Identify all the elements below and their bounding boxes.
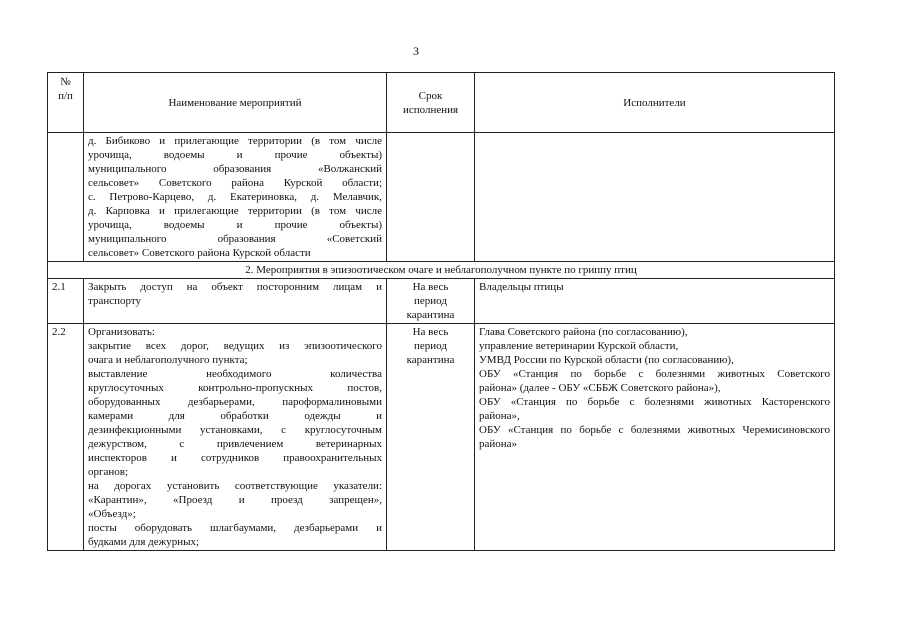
text-line: «Карантин», «Проезд и проезд запрещен», (88, 494, 382, 506)
text-line: муниципального образования «Волжанский (88, 163, 382, 175)
text-line: оборудованных дезбарьерами, пароформалиновыми (88, 396, 382, 408)
table-header-row (48, 73, 835, 133)
text-line: очага и неблагополучного пункта; (88, 354, 248, 366)
section-row (48, 262, 835, 279)
header-number (48, 73, 84, 133)
cell-performers-empty (475, 133, 835, 262)
text-line: района» (далее - ОБУ «СББЖ Советского района»), (479, 382, 721, 394)
text-line: Глава Советского района (по согласованию), (479, 326, 688, 338)
text-line: района», (479, 410, 520, 422)
text-line: период (414, 295, 447, 307)
text-line: УМВД России по Курской области (по согласованию), (479, 354, 734, 366)
text-line: карантина (406, 309, 455, 321)
text-line: закрытие всех дорог, ведущих из эпизоотического (88, 340, 382, 352)
cell-number: 2.2 (48, 324, 84, 551)
text-line: д. Бибиково и прилегающие территории (в том числе (88, 135, 382, 147)
text-line: инспекторов и сотрудников правоохранительных (88, 452, 382, 464)
cell-name (84, 279, 387, 324)
text-line: урочища, водоемы и прочие объекты) (88, 149, 382, 161)
cell-deadline-empty (387, 133, 475, 262)
text-line: с. Петрово-Карцево, д. Екатериновка, д. Мелавчик, (88, 191, 382, 203)
page-number: 3 (413, 44, 419, 58)
header-deadline-line: исполнения (402, 103, 459, 116)
text-line: На весь (412, 326, 449, 338)
text-line: На весь (412, 281, 449, 293)
header-deadline (387, 73, 475, 133)
text-line: период (414, 340, 447, 352)
text-line: ОБУ «Станция по борьбе с болезнями животных Касторенского (479, 396, 830, 408)
text-line: «Объезд»; (88, 508, 136, 520)
text-line: управление ветеринарии Курской области, (479, 340, 679, 352)
text-line: на дорогах установить соответствующие указатели: (88, 480, 382, 492)
header-deadline-line: Срок (418, 89, 443, 102)
text-line: района» (479, 438, 518, 450)
text-line: транспорту (88, 295, 141, 307)
cell-performers (475, 324, 835, 551)
cell-number: 2.1 (48, 279, 84, 324)
table-row-continuation (48, 133, 835, 262)
header-name: Наименование мероприятий (84, 73, 387, 133)
header-performers: Исполнители (475, 73, 835, 133)
text-line: ОБУ «Станция по борьбе с болезнями животных Черемисиновского (479, 424, 830, 436)
header-number-line: № (60, 76, 71, 88)
text-line: дезинфекционными установками, с круглосуточным (88, 424, 382, 436)
text-line: карантина (406, 354, 455, 366)
header-number-line: п/п (58, 90, 73, 102)
text-line: Организовать: (88, 326, 155, 338)
text-line: муниципального образования «Советский (88, 233, 382, 245)
text-line: круглосуточных контрольно-пропускных постов, (88, 382, 382, 394)
cell-number-empty (48, 133, 84, 262)
text-line: выставление необходимого количества (88, 368, 382, 380)
cell-deadline (387, 324, 475, 551)
text-line: Закрыть доступ на объект посторонним лицам и (88, 281, 382, 293)
cell-deadline (387, 279, 475, 324)
text-line: д. Карповка и прилегающие территории (в том числе (88, 205, 382, 217)
text-line: ОБУ «Станция по борьбе с болезнями животных Советского (479, 368, 830, 380)
text-line: посты оборудовать шлагбаумами, дезбарьерами и (88, 522, 382, 534)
text-line: сельсовет» Советского района Курской области; (88, 177, 382, 189)
cell-performers (475, 279, 835, 324)
text-line: Владельцы птицы (479, 281, 564, 293)
text-line: органов; (88, 466, 129, 478)
text-line: сельсовет» Советского района Курской области (88, 247, 311, 259)
table-row (48, 324, 835, 551)
section-title: 2. Мероприятия в эпизоотическом очаге и неблагополучном пункте по гриппу птиц (48, 262, 835, 279)
cell-name (84, 133, 387, 262)
text-line: камерами для обработки одежды и (88, 410, 382, 422)
text-line: урочища, водоемы и прочие объекты) (88, 219, 382, 231)
table-row (48, 279, 835, 324)
text-line: дежурством, с привлечением ветеринарных (88, 438, 382, 450)
measures-table (47, 72, 835, 551)
cell-name (84, 324, 387, 551)
text-line: будками для дежурных; (88, 536, 200, 548)
